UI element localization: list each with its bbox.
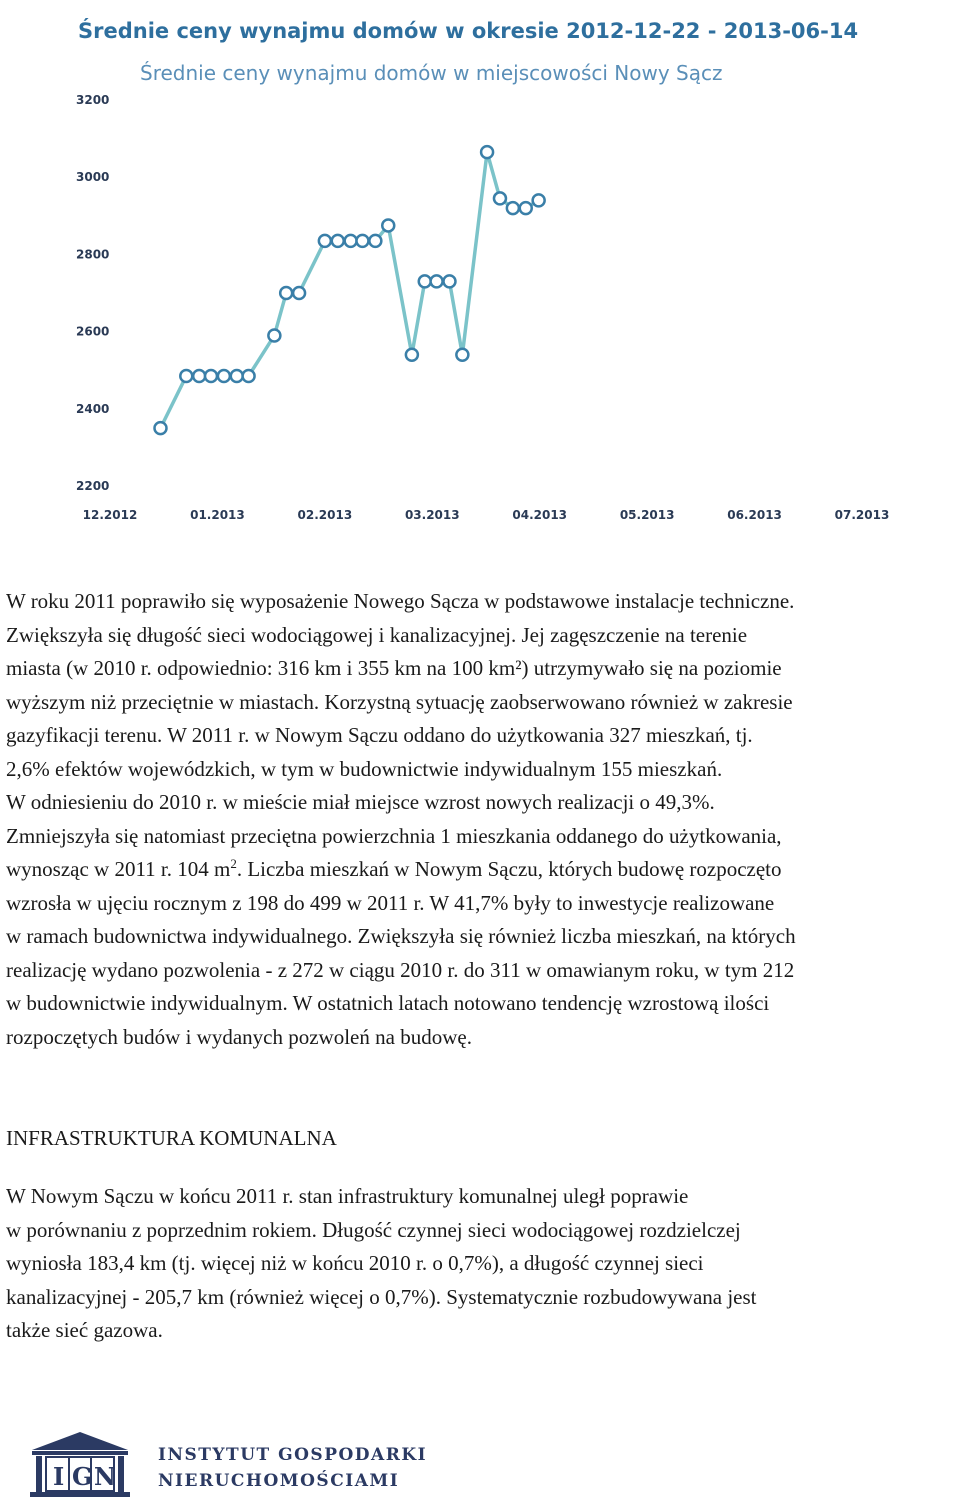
x-tick-label: 03.2013 (404, 508, 460, 522)
x-tick-label: 01.2013 (190, 508, 245, 522)
text-line: W roku 2011 poprawiło się wyposażenie Nowego Sącza w podstawowe instalacje techniczne. (6, 589, 795, 613)
y-tick-label: 2600 (76, 324, 110, 339)
data-point (520, 202, 532, 214)
y-tick-label: 3200 (76, 93, 110, 107)
price-chart (0, 0, 960, 545)
data-point (356, 235, 368, 247)
x-tick-label: 07.2013 (834, 508, 890, 522)
data-point (218, 370, 230, 382)
text-line: 2,6% efektów wojewódzkich, w tym w budownictwie indywidualnym 155 mieszkań. (6, 756, 723, 781)
text-line: wyższym niż przeciętnie w miastach. Korzystną sytuację zaobserwowano również w zakresie (6, 689, 793, 714)
text-line: w budownictwie indywidualnym. W ostatnich latach notowano tendencję wzrostową ilości (6, 991, 770, 1015)
data-point (481, 146, 493, 158)
text-line: W odniesieniu do 2010 r. w mieście miał miejsce wzrost nowych realizacji o 49,3%. (6, 790, 715, 814)
text-line: gazyfikacji terenu. W 2011 r. w Nowym Sączu oddano do użytkowania 327 mieszkań, tj. (6, 723, 753, 747)
text-line: w ramach budownictwa indywidualnego. Zwiększyła się również liczba mieszkań, na których (6, 924, 796, 948)
y-tick-label: 2800 (76, 247, 110, 262)
data-point (332, 235, 344, 247)
logo-letter: G (72, 1462, 93, 1491)
data-point (180, 370, 192, 382)
text-segment: . Liczba mieszkań w Nowym Sączu, których budowę rozpoczęto (236, 857, 782, 881)
y-axis-ticks (76, 93, 109, 493)
text-line: realizację wydano pozwolenia - z 272 w ciągu 2010 r. do 311 w omawianym roku, w tym 212 (6, 957, 795, 982)
text-line: wzrosła w ujęciu rocznym z 198 do 499 w 2011 r. W 41,7% były to inwestycje realizowane (6, 890, 775, 915)
data-point (443, 275, 455, 287)
data-point (231, 370, 243, 382)
text-segment: wynosząc w 2011 r. 104 m (6, 857, 231, 881)
text-line: w porównaniu z poprzednim rokiem. Długość czynnej sieci wodociągowej rozdzielczej (6, 1217, 741, 1242)
y-tick-label: 3000 (76, 170, 110, 185)
data-point (533, 194, 545, 206)
text-line: kanalizacyjnej - 205,7 km (również więcej o 0,7%). Systematycznie rozbudowywana jest (6, 1284, 757, 1309)
chart-subtitle: Średnie ceny wynajmu domów w miejscowości Nowy Sącz (140, 61, 723, 85)
ign-logo (28, 1428, 588, 1498)
data-point (268, 329, 280, 341)
data-point (243, 370, 255, 382)
x-tick-label: 02.2013 (297, 508, 353, 522)
data-point (507, 202, 519, 214)
data-point (431, 275, 443, 287)
data-point (419, 275, 431, 287)
data-point (293, 287, 305, 299)
line-chart (0, 0, 960, 545)
x-tick-label: 06.2013 (727, 508, 782, 522)
logo-letter: I (53, 1462, 65, 1491)
data-point (494, 192, 506, 204)
x-tick-label: 05.2013 (619, 508, 675, 522)
text-line: miasta (w 2010 r. odpowiednio: 316 km i 355 km na 100 km²) utrzymywało się na poziomie (6, 656, 782, 680)
y-tick-label: 2400 (76, 401, 110, 416)
x-tick-label: 04.2013 (512, 508, 568, 522)
chart-title: Średnie ceny wynajmu domów w okresie 2012-12-22 - 2013-06-14 (78, 19, 859, 43)
series-markers (154, 146, 544, 434)
text-line: rozpoczętych budów i wydanych pozwoleń na budowę. (6, 1024, 472, 1049)
x-tick-label: 12.2012 (82, 508, 138, 522)
text-line (6, 853, 956, 887)
paragraph-housing (6, 585, 956, 1054)
logo-letter: N (94, 1462, 116, 1491)
x-axis-ticks (83, 508, 890, 522)
logo-line1: INSTYTUT GOSPODARKI (158, 1445, 428, 1465)
logo-line2: NIERUCHOMOŚCIAMI (158, 1471, 400, 1491)
text-line: także sieć gazowa. (6, 1318, 163, 1342)
data-point (456, 349, 468, 361)
section-heading: INFRASTRUKTURA KOMUNALNA (6, 1126, 337, 1150)
text-line: W Nowym Sączu w końcu 2011 r. stan infrastruktury komunalnej uległ poprawie (6, 1184, 689, 1208)
data-point (205, 370, 217, 382)
series-line (160, 152, 538, 428)
data-point (280, 287, 292, 299)
data-point (406, 349, 418, 361)
text-line: wyniosła 183,4 km (tj. więcej niż w końcu 2010 r. o 0,7%), a długość czynnej sieci (6, 1251, 704, 1275)
y-tick-label: 2200 (76, 479, 110, 493)
superscript: 2 (230, 856, 237, 871)
data-point (345, 235, 357, 247)
paragraph-infrastructure (6, 1180, 956, 1348)
data-point (319, 235, 331, 247)
data-point (193, 370, 205, 382)
data-point (369, 235, 381, 247)
text-line: Zwiększyła się długość sieci wodociągowej i kanalizacyjnej. Jej zagęszczenie na terenie (6, 622, 748, 647)
data-point (154, 422, 166, 434)
data-point (382, 219, 394, 231)
text-line: Zmniejszyła się natomiast przeciętna powierzchnia 1 mieszkania oddanego do użytkowania, (6, 823, 782, 848)
